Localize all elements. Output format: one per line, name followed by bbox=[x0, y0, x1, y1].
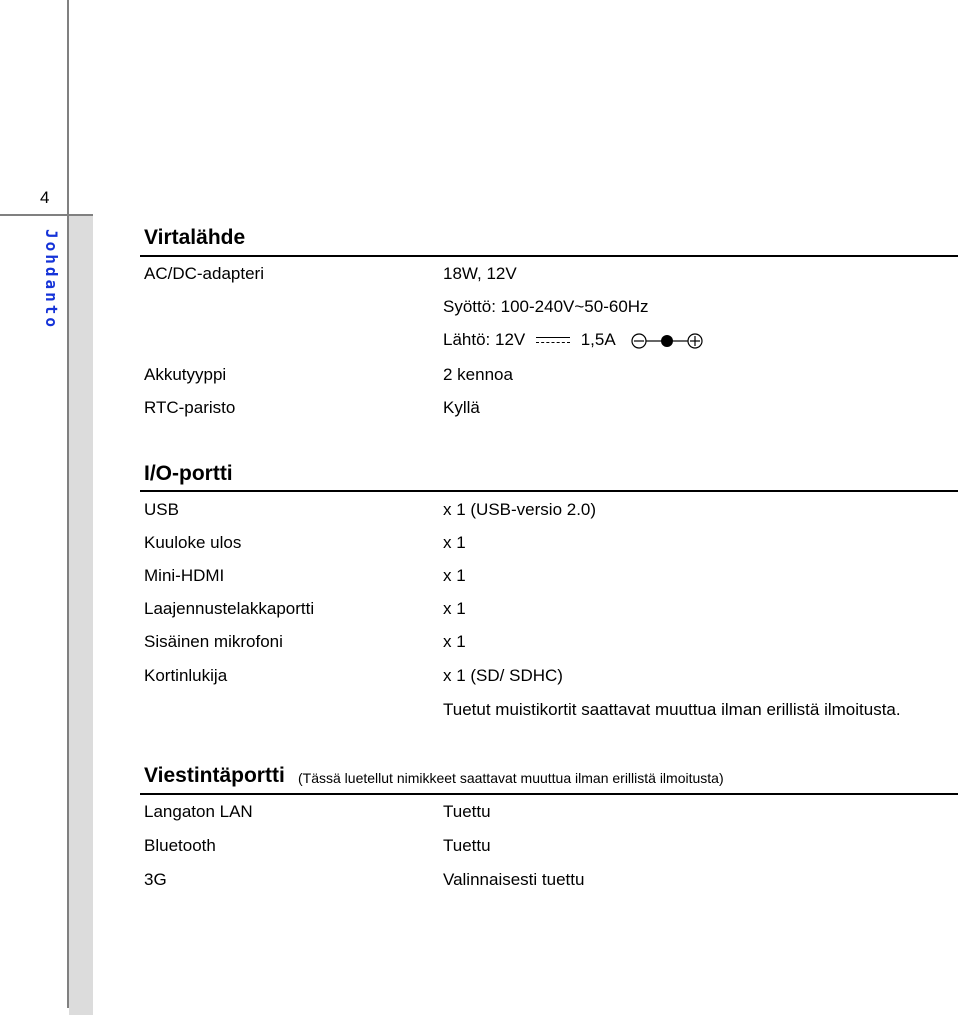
comm-section-note: (Tässä luetellut nimikkeet saattavat muuttua ilman erillistä ilmoitusta) bbox=[298, 770, 724, 786]
spec-value: Kyllä bbox=[443, 398, 480, 417]
dc-current-symbol-icon bbox=[536, 336, 570, 346]
spec-value: x 1 bbox=[443, 599, 466, 618]
spec-label: Bluetooth bbox=[144, 836, 216, 855]
io-section-title: I/O-portti bbox=[144, 462, 233, 485]
output-spec bbox=[443, 330, 704, 350]
spec-value: x 1 (SD/ SDHC) bbox=[443, 666, 563, 685]
comm-section-title: Viestintäportti bbox=[144, 764, 285, 787]
spec-value: x 1 (USB-versio 2.0) bbox=[443, 500, 597, 519]
spec-label: Kortinlukija bbox=[144, 666, 228, 685]
spec-label: RTC-paristo bbox=[144, 398, 236, 417]
spec-label: AC/DC-adapteri bbox=[144, 264, 264, 283]
spec-value: 2 kennoa bbox=[443, 365, 513, 384]
power-section-title: Virtalähde bbox=[144, 226, 246, 249]
side-tab-label: Johdanto bbox=[42, 229, 61, 331]
output-suffix: 1,5A bbox=[580, 330, 615, 349]
margin-gray-bar bbox=[69, 216, 93, 1015]
spec-label: Langaton LAN bbox=[144, 802, 253, 821]
spec-label: Sisäinen mikrofoni bbox=[144, 632, 283, 651]
spec-label: USB bbox=[144, 500, 179, 519]
page-number: 4 bbox=[40, 188, 50, 207]
comm-section-rule bbox=[140, 793, 958, 795]
power-section-rule bbox=[140, 255, 958, 257]
spec-label: Laajennustelakkaportti bbox=[144, 599, 315, 618]
output-prefix: Lähtö: 12V bbox=[443, 330, 526, 349]
spec-value: Valinnaisesti tuettu bbox=[443, 870, 585, 889]
spec-value: x 1 bbox=[443, 566, 466, 585]
spec-label: Kuuloke ulos bbox=[144, 533, 242, 552]
spec-label: Mini-HDMI bbox=[144, 566, 225, 585]
polarity-symbol-icon bbox=[630, 332, 704, 350]
spec-label: Akkutyyppi bbox=[144, 365, 227, 384]
spec-value: Syöttö: 100-240V~50-60Hz bbox=[443, 297, 649, 316]
spec-value: Tuettu bbox=[443, 802, 491, 821]
spec-value: 18W, 12V bbox=[443, 264, 517, 283]
card-reader-note: Tuetut muistikortit saattavat muuttua ilman erillistä ilmoitusta. bbox=[443, 700, 901, 719]
spec-value: x 1 bbox=[443, 533, 466, 552]
spec-value: Tuettu bbox=[443, 836, 491, 855]
io-section-rule bbox=[140, 490, 958, 492]
spec-value: x 1 bbox=[443, 632, 466, 651]
spec-label: 3G bbox=[144, 870, 167, 889]
